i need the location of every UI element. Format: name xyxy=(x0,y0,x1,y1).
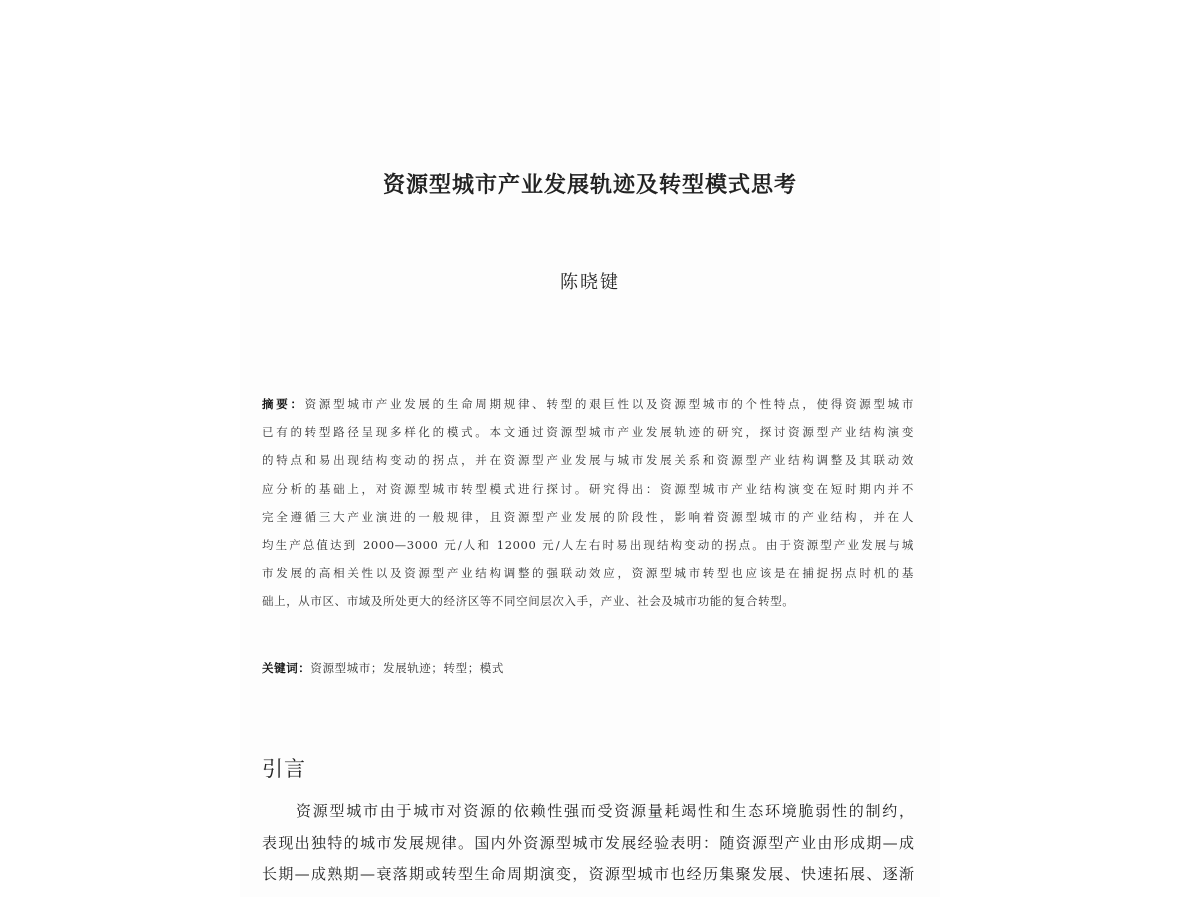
abstract-line: 的特点和易出现结构变动的拐点，并在资源型产业发展与城市发展关系和资源型产业结构调整及其联动效 xyxy=(262,453,914,468)
abstract-label: 摘要： xyxy=(262,397,305,411)
abstract-line: 完全遵循三大产业演进的一般规律，且资源型产业发展的阶段性，影响着资源型城市的产业结构，并在人 xyxy=(262,509,914,524)
abstract-block xyxy=(262,390,914,616)
body-line: 长期—成熟期—衰落期或转型生命周期演变，资源型城市也经历集聚发展、快速拓展、逐渐 xyxy=(262,865,914,883)
abstract-line: 已有的转型路径呈现多样化的模式。本文通过资源型城市产业发展轨迹的研究，探讨资源型产业结构演变 xyxy=(262,425,914,440)
document-page xyxy=(240,0,940,897)
abstract-line: 市发展的高相关性以及资源型产业结构调整的强联动效应，资源型城市转型也应该是在捕捉拐点时机的基 xyxy=(262,566,914,581)
abstract-line: 应分析的基础上，对资源型城市转型模式进行探讨。研究得出：资源型城市产业结构演变在短时期内并不 xyxy=(262,481,914,496)
abstract-line: 均生产总值达到 2000—3000 元/人和 12000 元/人左右时易出现结构变动的拐点。由于资源型产业发展与城 xyxy=(262,537,914,552)
paper-author: 陈晓键 xyxy=(560,272,620,293)
keywords-text: 资源型城市；发展轨迹；转型；模式 xyxy=(310,661,505,675)
paper-title: 资源型城市产业发展轨迹及转型模式思考 xyxy=(382,173,797,198)
section-heading-intro: 引言 xyxy=(262,757,306,781)
intro-body xyxy=(262,796,914,891)
abstract-line xyxy=(262,390,914,418)
abstract-line: 础上，从市区、市域及所处更大的经济区等不同空间层次入手，产业、社会及城市功能的复合转型。 xyxy=(262,594,795,609)
body-line: 表现出独特的城市发展规律。国内外资源型城市发展经验表明：随资源型产业由形成期—成 xyxy=(262,833,914,852)
keywords-label: 关键词： xyxy=(262,661,311,675)
abstract-text: 资源型城市产业发展的生命周期规律、转型的艰巨性以及资源型城市的个性特点，使得资源型城市 xyxy=(304,397,914,411)
body-line: 资源型城市由于城市对资源的依赖性强而受资源量耗竭性和生态环境脆弱性的制约， xyxy=(296,802,914,820)
keywords-line xyxy=(262,654,914,682)
